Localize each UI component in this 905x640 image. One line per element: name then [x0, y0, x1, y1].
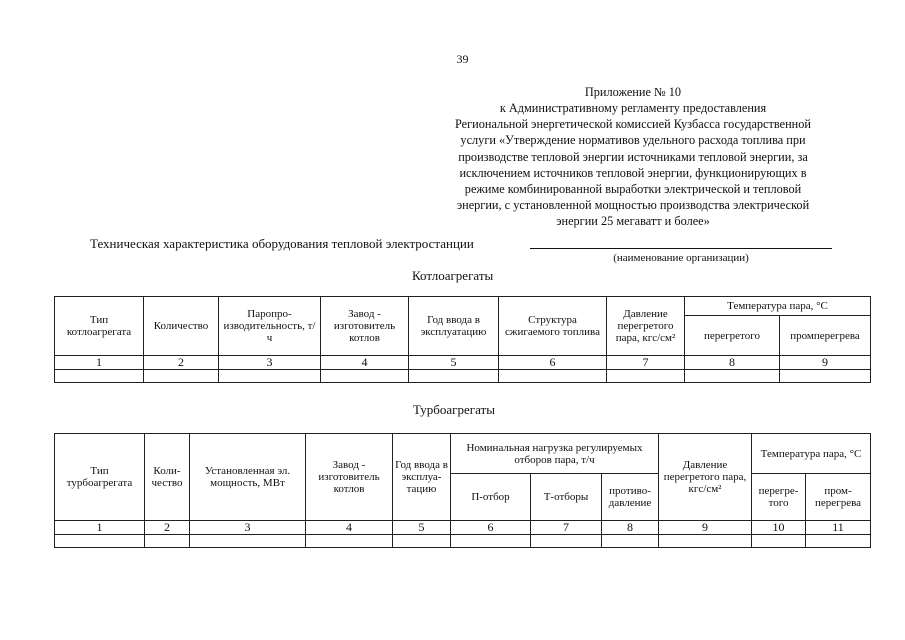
- table-cell[interactable]: [190, 535, 306, 548]
- column-number: 1: [55, 521, 145, 535]
- annex-title: Приложение № 10: [584, 85, 682, 99]
- annex-line: к Административному регламенту предоставления: [499, 101, 767, 115]
- column-number: 4: [306, 521, 393, 535]
- table-cell[interactable]: [321, 370, 409, 383]
- column-number: 7: [607, 356, 685, 370]
- column-number: 6: [451, 521, 531, 535]
- column-number: 5: [409, 356, 499, 370]
- column-number: 6: [499, 356, 607, 370]
- header-backpressure: противо-давление: [602, 474, 659, 521]
- table-cell[interactable]: [145, 535, 190, 548]
- table-cell[interactable]: [451, 535, 531, 548]
- table-cell[interactable]: [607, 370, 685, 383]
- header-superheated: перегре-того: [752, 474, 806, 521]
- header-steam-temperature: Температура пара, °С: [685, 297, 871, 316]
- column-number: 8: [685, 356, 780, 370]
- annex-line: Региональной энергетической комиссией Кузбасса государственной: [455, 117, 811, 132]
- table-cell[interactable]: [306, 535, 393, 548]
- header-manufacturer: Завод - изготовитель котлов: [321, 297, 409, 356]
- column-number: 1: [55, 356, 144, 370]
- table-cell[interactable]: [752, 535, 806, 548]
- header-fuel-structure: Структура сжигаемого топлива: [499, 297, 607, 356]
- organization-name-hint: (наименование организации): [613, 252, 749, 264]
- table-cell[interactable]: [55, 535, 145, 548]
- header-steam-pressure: Давление перегретого пара, кгс/см²: [607, 297, 685, 356]
- header-commission-year: Год ввода в эксплуа-тацию: [393, 434, 451, 521]
- column-number: 3: [190, 521, 306, 535]
- page-number: 39: [456, 52, 469, 66]
- annex-line: услуги «Утверждение нормативов удельного расхода топлива при: [460, 133, 806, 148]
- boilers-section-title: Котлоагрегаты: [412, 268, 494, 283]
- header-steam-capacity: Паропро-изводительность, т/ч: [219, 297, 321, 356]
- header-steam-pressure: Давление перегретого пара, кгс/см²: [659, 434, 752, 521]
- header-reheat: промперегрева: [780, 316, 871, 356]
- column-number: 3: [219, 356, 321, 370]
- header-manufacturer: Завод - изготовитель котлов: [306, 434, 393, 521]
- table-cell[interactable]: [780, 370, 871, 383]
- table-cell[interactable]: [685, 370, 780, 383]
- document-title: Техническая характеристика оборудования тепловой электростанции: [90, 236, 474, 251]
- column-number: 5: [393, 521, 451, 535]
- table-cell[interactable]: [499, 370, 607, 383]
- column-number: 9: [780, 356, 871, 370]
- header-quantity: Коли-чество: [145, 434, 190, 521]
- header-reheat: пром-перегрева: [806, 474, 871, 521]
- annex-line: режиме комбинированной выработки электрической и тепловой: [464, 182, 802, 197]
- table-cell[interactable]: [531, 535, 602, 548]
- header-boiler-type: Тип котлоагрегата: [55, 297, 144, 356]
- annex-body: [413, 100, 853, 230]
- annex-line: энергии, с установленной мощностью производства электрической: [456, 198, 810, 213]
- table-cell[interactable]: [144, 370, 219, 383]
- header-p-extraction: П-отбор: [451, 474, 531, 521]
- header-commission-year: Год ввода в эксплуатацию: [409, 297, 499, 356]
- boilers-table: [54, 296, 871, 383]
- table-cell[interactable]: [806, 535, 871, 548]
- turbines-table: [54, 433, 871, 548]
- header-turbine-type: Тип турбоагрегата: [55, 434, 145, 521]
- header-t-extraction: Т-отборы: [531, 474, 602, 521]
- header-installed-power: Установленная эл. мощность, МВт: [190, 434, 306, 521]
- table-cell[interactable]: [602, 535, 659, 548]
- annex-line: энергии 25 мегаватт и более»: [556, 214, 710, 229]
- annex-line: исключением источников тепловой энергии, функционирующих в: [459, 165, 807, 180]
- column-number: 2: [145, 521, 190, 535]
- column-number: 4: [321, 356, 409, 370]
- header-extraction-load: Номинальная нагрузка регулируемых отборов пара, т/ч: [451, 434, 659, 474]
- table-cell[interactable]: [55, 370, 144, 383]
- table-cell[interactable]: [219, 370, 321, 383]
- annex-line: производстве тепловой энергии источниками тепловой энергии, за: [458, 149, 808, 164]
- column-number: 7: [531, 521, 602, 535]
- column-number: 10: [752, 521, 806, 535]
- turbines-section-title: Турбоагрегаты: [413, 402, 495, 417]
- header-quantity: Количество: [144, 297, 219, 356]
- table-cell[interactable]: [409, 370, 499, 383]
- column-number: 9: [659, 521, 752, 535]
- column-number: 2: [144, 356, 219, 370]
- table-cell[interactable]: [659, 535, 752, 548]
- column-number: 8: [602, 521, 659, 535]
- organization-name-line[interactable]: [530, 248, 832, 249]
- table-cell[interactable]: [393, 535, 451, 548]
- header-superheated: перегретого: [685, 316, 780, 356]
- header-steam-temperature: Температура пара, °С: [752, 434, 871, 474]
- column-number: 11: [806, 521, 871, 535]
